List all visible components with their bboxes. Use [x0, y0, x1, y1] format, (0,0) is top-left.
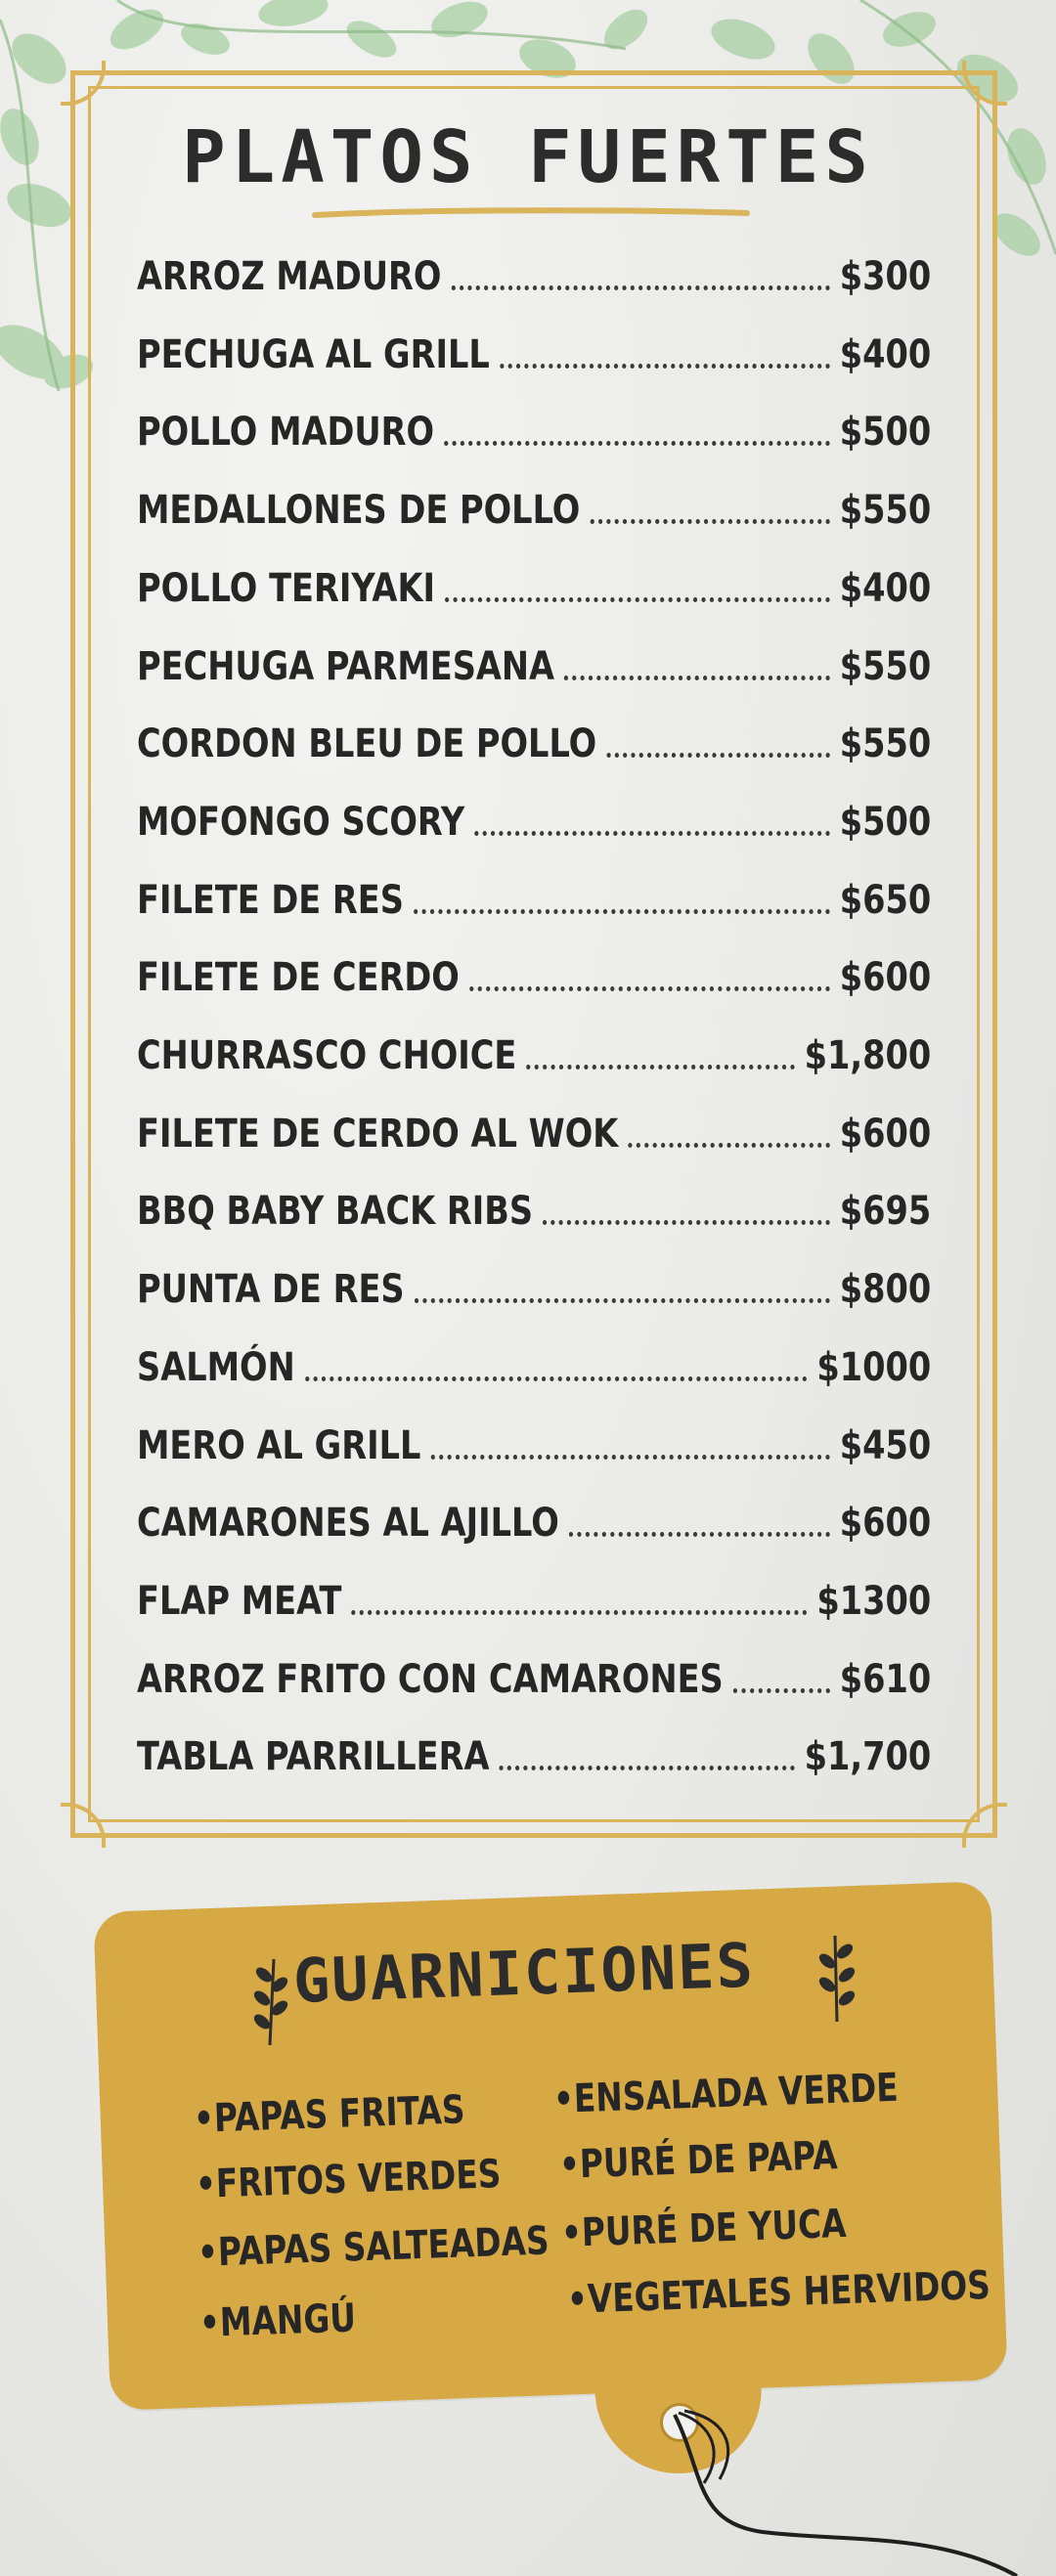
dot-leader	[500, 364, 830, 369]
menu-item	[137, 1654, 931, 1705]
menu-item-price: $500	[839, 799, 932, 845]
menu-item	[137, 1576, 931, 1627]
menu-item-name: POLLO MADURO	[137, 410, 435, 456]
menu-item-name: CHURRASCO CHOICE	[137, 1033, 517, 1078]
menu-item	[137, 952, 931, 1003]
menu-item	[137, 1731, 931, 1782]
dot-leader	[430, 1455, 829, 1460]
menu-item-price: $400	[839, 565, 932, 611]
menu-item	[137, 1342, 931, 1393]
menu-item-name: CAMARONES AL AJILLO	[137, 1501, 559, 1547]
dot-leader	[590, 519, 829, 524]
sides-title: GUARNICIONES	[291, 1929, 756, 2017]
wheat-sprig-icon	[812, 1928, 860, 2026]
menu-item-name: SALMÓN	[137, 1344, 295, 1390]
dot-leader	[415, 1298, 830, 1303]
dot-leader	[414, 909, 830, 914]
dot-leader	[452, 285, 830, 290]
menu-item-name: ARROZ FRITO CON CAMARONES	[137, 1656, 724, 1702]
menu-item-price: $550	[839, 643, 932, 689]
menu-item-name: FILETE DE CERDO AL WOK	[137, 1111, 619, 1157]
wheat-sprig-icon	[246, 1951, 295, 2049]
menu-item	[137, 1420, 931, 1471]
dot-leader	[445, 597, 830, 602]
menu-item-name: CORDON BLEU DE POLLO	[137, 721, 597, 767]
menu-item-price: $600	[839, 1111, 932, 1157]
dot-leader	[469, 986, 830, 991]
menu-item-name: BBQ BABY BACK RIBS	[137, 1189, 534, 1235]
dot-leader	[500, 1766, 795, 1770]
dot-leader	[569, 1532, 830, 1537]
menu-item	[137, 1264, 931, 1315]
menu-item-name: PECHUGA AL GRILL	[137, 331, 490, 377]
side-dish-item: •PURÉ DE YUCA	[560, 2201, 848, 2256]
side-dish-item: •ENSALADA VERDE	[552, 2065, 900, 2122]
dot-leader	[444, 441, 829, 446]
menu-item-price: $300	[839, 254, 932, 299]
menu-item-name: POLLO TERIYAKI	[137, 565, 435, 611]
menu-item	[137, 1498, 931, 1549]
dot-leader	[526, 1065, 794, 1070]
menu-item	[137, 719, 931, 769]
dot-leader	[628, 1143, 829, 1148]
dot-leader	[351, 1610, 807, 1615]
menu-item-price: $1,800	[804, 1033, 932, 1078]
menu-item	[137, 563, 931, 614]
menu-item	[137, 797, 931, 848]
menu-item-name: MOFONGO SCORY	[137, 799, 465, 845]
title-underline	[311, 207, 751, 219]
side-dish-item: •MANGÚ	[198, 2295, 357, 2346]
menu-item-name: FILETE DE CERDO	[137, 955, 460, 1001]
menu-item-name: MERO AL GRILL	[137, 1422, 421, 1468]
menu-item	[137, 329, 931, 380]
menu-item-price: $500	[839, 410, 932, 456]
menu-item-price: $600	[839, 1501, 932, 1547]
side-dish-item: •PAPAS SALTEADAS	[197, 2218, 550, 2276]
menu-item	[137, 1186, 931, 1237]
menu-item-name: FILETE DE RES	[137, 877, 404, 923]
menu-item-price: $1000	[816, 1344, 932, 1390]
menu-item-price: $1,700	[804, 1734, 932, 1780]
menu-item-price: $400	[839, 331, 932, 377]
menu-item	[137, 1030, 931, 1081]
menu-item	[137, 407, 931, 458]
menu-item-price: $650	[839, 877, 932, 923]
menu-title: PLATOS FUERTES	[182, 115, 874, 199]
side-dish-item: •PAPAS FRITAS	[193, 2087, 466, 2142]
menu-item-price: $695	[839, 1189, 932, 1235]
menu-item-price: $450	[839, 1422, 932, 1468]
menu-item	[137, 875, 931, 926]
menu-item-name: PUNTA DE RES	[137, 1267, 405, 1313]
menu-item	[137, 251, 931, 302]
menu-item	[137, 485, 931, 536]
side-dish-item: •VEGETALES HERVIDOS	[566, 2262, 991, 2323]
menu-item-price: $610	[839, 1656, 932, 1702]
menu-item-name: ARROZ MADURO	[137, 254, 442, 299]
dot-leader	[474, 831, 829, 836]
menu-item-price: $1300	[816, 1578, 932, 1624]
menu-item-name: FLAP MEAT	[137, 1578, 342, 1624]
menu-item-price: $800	[839, 1267, 932, 1313]
tag-string	[645, 2385, 1056, 2576]
side-dish-item: •PURÉ DE PAPA	[558, 2133, 839, 2188]
menu-item-name: TABLA PARRILLERA	[137, 1734, 490, 1780]
menu-item-price: $550	[839, 488, 932, 534]
dot-leader	[543, 1220, 830, 1225]
menu-item	[137, 1109, 931, 1159]
dot-leader	[305, 1376, 807, 1381]
menu-item	[137, 641, 931, 692]
side-dish-item: •FRITOS VERDES	[195, 2152, 503, 2207]
menu-item-price: $550	[839, 721, 932, 767]
dot-leader	[606, 753, 829, 758]
dot-leader	[733, 1688, 830, 1693]
menu-item-name: PECHUGA PARMESANA	[137, 643, 555, 689]
menu-item-name: MEDALLONES DE POLLO	[137, 488, 581, 534]
dot-leader	[564, 676, 830, 680]
menu-item-price: $600	[839, 955, 932, 1001]
